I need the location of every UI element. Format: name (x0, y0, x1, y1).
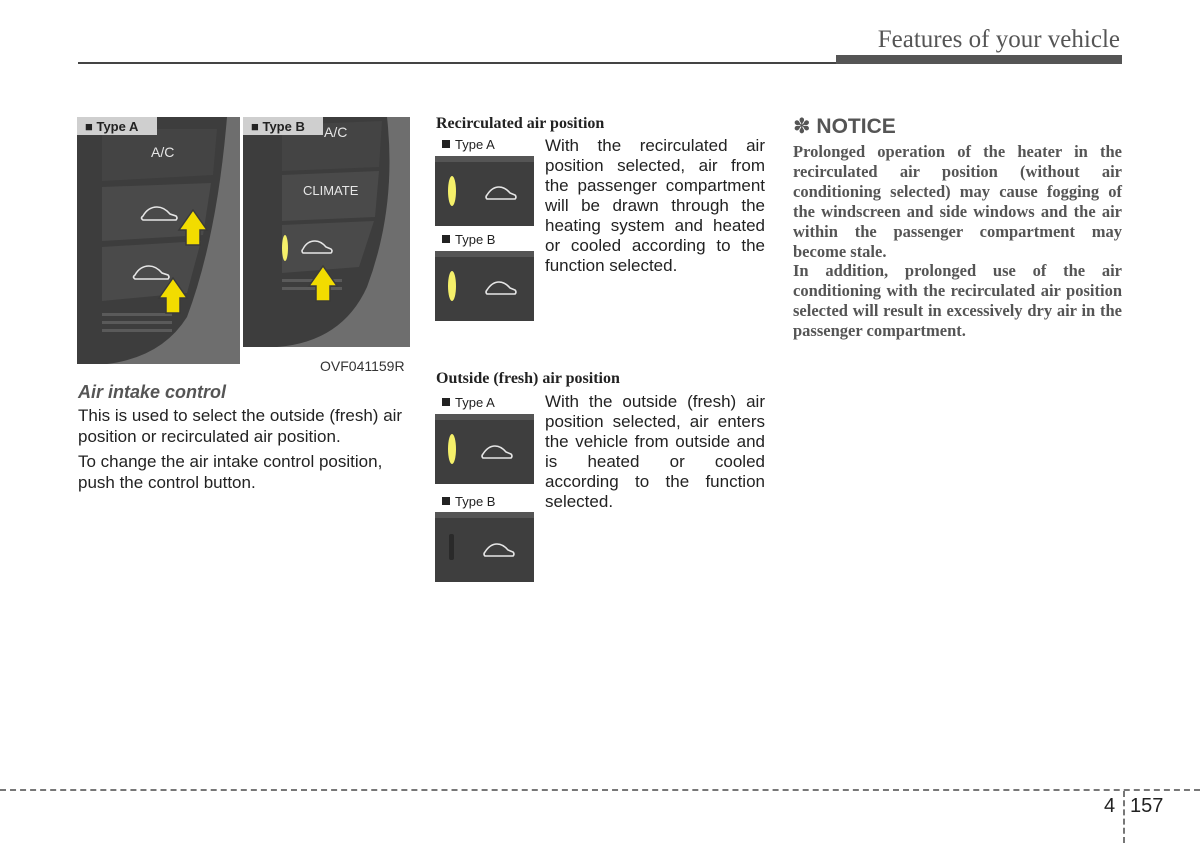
notice-title: ✽ NOTICE (793, 115, 896, 138)
ac-label: A/C (324, 124, 348, 140)
type-label: Type A (442, 395, 495, 410)
recirculated-description: With the recirculated air position selected, air from the passenger compartment will be drawn through the heating system and heated or cooled according to the function selected. (545, 136, 765, 275)
body-paragraph: This is used to select the outside (fresh) air position or recirculated air position. (78, 406, 403, 446)
type-b-panel (243, 117, 410, 347)
left-column (78, 382, 408, 497)
button-illustration-recirc-a (435, 156, 534, 226)
page-header-title: Features of your vehicle (877, 26, 1120, 53)
outside-title: Outside (fresh) air position (436, 370, 620, 387)
type-a-panel (77, 117, 240, 364)
button-illustration-fresh-a (435, 414, 534, 484)
button-illustration-fresh-b (435, 512, 534, 582)
type-label: Type B (442, 232, 495, 247)
button-illustration-recirc-b (435, 251, 534, 321)
header-rule-accent (836, 55, 1122, 64)
page-number: 157 (1130, 795, 1164, 817)
recirculated-title: Recirculated air position (436, 115, 605, 132)
ac-label: A/C (151, 144, 175, 160)
outside-description: With the outside (fresh) air position selected, air enters the vehicle from outside and is heated or cooled according to the function selected. (545, 392, 765, 511)
footer-divider (1123, 791, 1125, 843)
type-label: Type A (442, 137, 495, 152)
air-intake-illustration (77, 117, 410, 375)
header-rule (78, 62, 836, 64)
indicator-led (282, 235, 288, 261)
notice-paragraph: Prolonged operation of the heater in the recirculated air position (without air conditioning selected) may cause fogging of the windscreen and side windows and the air within the passenger compartment may become stale. (793, 142, 1122, 261)
body-paragraph: To change the air intake control position, push the control button. (78, 452, 383, 492)
climate-label: CLIMATE (303, 183, 359, 198)
type-a-tag: ■ Type A (85, 119, 139, 134)
section-subheading: Air intake control (78, 382, 227, 402)
type-b-tag: ■ Type B (251, 119, 305, 134)
chapter-number: 4 (1104, 795, 1116, 817)
type-label: Type B (442, 494, 495, 509)
figure-code: OVF041159R (320, 358, 405, 374)
footer-rule (0, 789, 1200, 791)
notice-paragraph: In addition, prolonged use of the air conditioning with the recirculated air position selected will result in excessively dry air in the passenger compartment. (793, 261, 1122, 340)
